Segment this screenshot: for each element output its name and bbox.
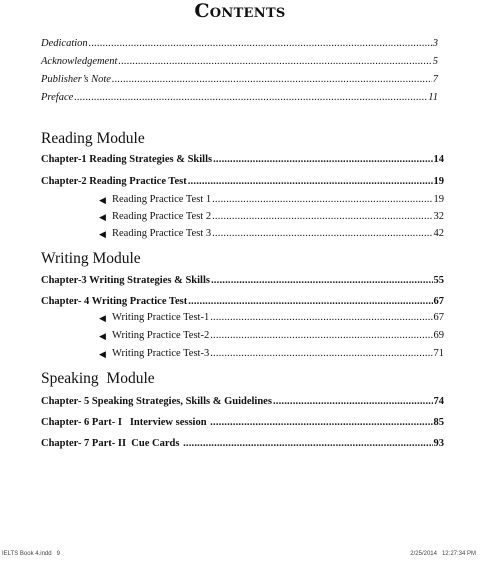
toc-entry-page: 11 xyxy=(428,92,438,103)
leader-dots xyxy=(213,154,432,166)
toc-entry-label: Chapter- 4 Writing Practice Test xyxy=(41,296,188,307)
toc-entry-label: Chapter-1 Reading Strategies & Skills xyxy=(41,154,213,165)
toc-entry-label: Chapter- 5 Speaking Strategies, Skills & Guidelines xyxy=(41,396,272,407)
leader-dots xyxy=(188,296,432,308)
toc-entry-label: Chapter- 7 Part- II Cue Cards xyxy=(41,438,183,449)
leader-dots xyxy=(210,312,432,324)
toc-sub-writing-test-2[interactable] xyxy=(99,330,444,342)
toc-sub-writing-test-1[interactable] xyxy=(99,312,444,324)
module-heading-reading: Reading Module xyxy=(41,130,145,147)
toc-chapter-6[interactable] xyxy=(41,417,444,429)
leader-dots xyxy=(212,228,432,240)
toc-entry-page: 55 xyxy=(433,275,444,286)
leader-dots xyxy=(210,330,432,342)
toc-entry-page: 19 xyxy=(433,176,444,187)
toc-entry-page: 85 xyxy=(433,417,444,428)
left-arrowhead-icon: ◀ xyxy=(99,212,106,222)
toc-entry-publishers-note[interactable] xyxy=(41,74,438,86)
toc-entry-preface[interactable] xyxy=(41,92,438,104)
toc-entry-label: Publisher’s Note xyxy=(41,74,111,85)
footer-timestamp: 2/25/2014 12:27:34 PM xyxy=(410,551,476,557)
left-arrowhead-icon: ◀ xyxy=(99,229,106,239)
toc-entry-page: 3 xyxy=(432,38,438,49)
toc-sub-writing-test-3[interactable] xyxy=(99,348,444,360)
toc-chapter-4[interactable] xyxy=(41,296,444,308)
toc-entry-label: Writing Practice Test-3 xyxy=(112,348,210,359)
module-heading-writing: Writing Module xyxy=(41,250,141,267)
leader-dots xyxy=(212,211,432,223)
toc-entry-label: Writing Practice Test-2 xyxy=(112,330,210,341)
toc-entry-label: Reading Practice Test 2 xyxy=(112,211,212,222)
toc-entry-page: 71 xyxy=(433,348,444,359)
toc-entry-page: 67 xyxy=(433,312,444,323)
leader-dots xyxy=(183,438,432,450)
leader-dots xyxy=(211,275,433,287)
toc-sub-reading-test-3[interactable] xyxy=(99,228,444,240)
toc-sub-reading-test-2[interactable] xyxy=(99,211,444,223)
toc-chapter-7[interactable] xyxy=(41,438,444,450)
toc-chapter-3[interactable] xyxy=(41,275,444,287)
toc-entry-dedication[interactable] xyxy=(41,38,438,50)
leader-dots xyxy=(273,396,433,408)
toc-entry-page: 7 xyxy=(432,74,438,85)
toc-entry-page: 32 xyxy=(433,211,444,222)
toc-entry-acknowledgement[interactable] xyxy=(41,56,438,68)
toc-entry-label: Chapter-3 Writing Strategies & Skills xyxy=(41,275,210,286)
leader-dots xyxy=(188,176,433,188)
page-title: Contents xyxy=(194,0,286,22)
toc-chapter-1[interactable] xyxy=(41,154,444,166)
toc-entry-page: 5 xyxy=(432,56,438,67)
toc-entry-page: 69 xyxy=(433,330,444,341)
module-heading-speaking: Speaking Module xyxy=(41,370,155,387)
toc-chapter-5[interactable] xyxy=(41,396,444,408)
toc-entry-label: Chapter- 6 Part- I Interview session xyxy=(41,417,210,428)
toc-entry-page: 14 xyxy=(433,154,444,165)
leader-dots xyxy=(89,38,432,50)
toc-entry-label: Reading Practice Test 3 xyxy=(112,228,212,239)
toc-entry-page: 19 xyxy=(433,194,444,205)
leader-dots xyxy=(210,348,432,360)
left-arrowhead-icon: ◀ xyxy=(99,195,106,205)
toc-entry-page: 74 xyxy=(433,396,444,407)
left-arrowhead-icon: ◀ xyxy=(99,349,106,359)
footer-file-name: IELTS Book 4.indd 9 xyxy=(2,551,60,557)
left-arrowhead-icon: ◀ xyxy=(99,313,106,323)
toc-entry-label: Preface xyxy=(41,92,74,103)
leader-dots xyxy=(74,92,427,104)
toc-entry-label: Acknowledgement xyxy=(41,56,118,67)
toc-entry-page: 42 xyxy=(433,228,444,239)
leader-dots xyxy=(212,194,432,206)
leader-dots xyxy=(210,417,432,429)
toc-entry-label: Chapter-2 Reading Practice Test xyxy=(41,176,187,187)
toc-entry-label: Dedication xyxy=(41,38,88,49)
toc-entry-label: Reading Practice Test 1 xyxy=(112,194,212,205)
leader-dots xyxy=(118,56,431,68)
left-arrowhead-icon: ◀ xyxy=(99,331,106,341)
toc-entry-page: 67 xyxy=(433,296,444,307)
toc-chapter-2[interactable] xyxy=(41,176,444,188)
toc-entry-label: Writing Practice Test-1 xyxy=(112,312,210,323)
toc-sub-reading-test-1[interactable] xyxy=(99,194,444,206)
leader-dots xyxy=(112,74,432,86)
toc-entry-page: 93 xyxy=(433,438,444,449)
